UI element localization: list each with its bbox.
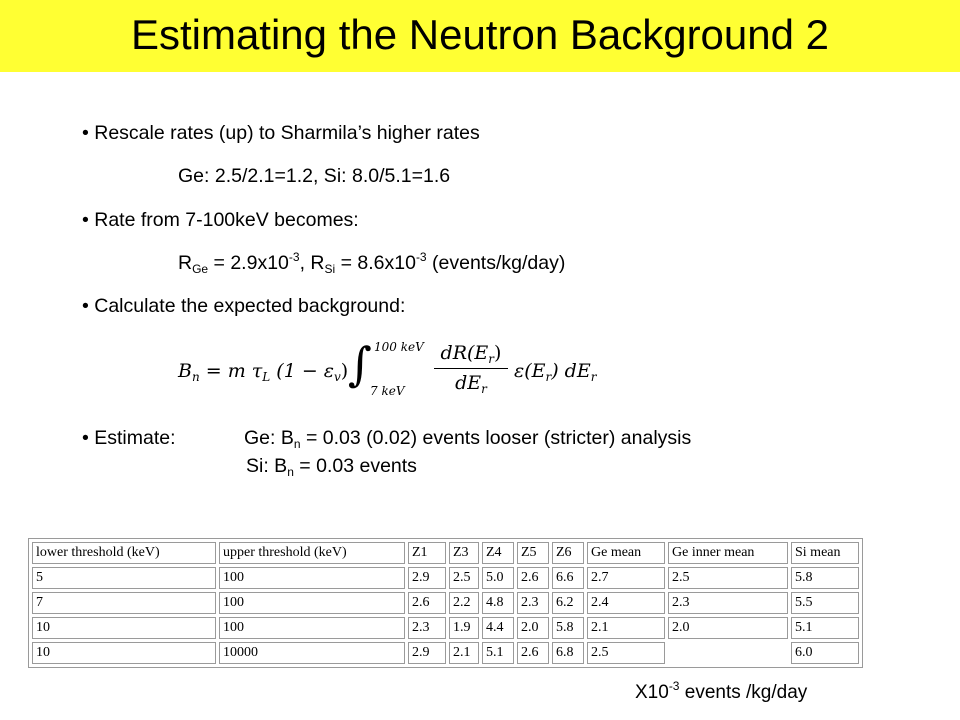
table-cell: 4.8 — [482, 592, 514, 614]
bullet-marker: • — [82, 209, 89, 231]
table-cell: 6.8 — [552, 642, 584, 664]
table-cell: 6.6 — [552, 567, 584, 589]
table-cell: 2.6 — [517, 567, 549, 589]
table-cell: 2.9 — [408, 567, 446, 589]
table-cell: 4.4 — [482, 617, 514, 639]
table-cell: 2.3 — [408, 617, 446, 639]
rate-si-exponent: -3 — [415, 250, 427, 264]
background-formula — [178, 337, 598, 398]
table-cell: 2.0 — [517, 617, 549, 639]
table-cell: 2.2 — [449, 592, 479, 614]
estimate-label: Estimate: — [94, 427, 176, 449]
table-header-cell: Ge mean — [587, 542, 665, 564]
rate-si-value: = 8.6x10 — [335, 252, 416, 274]
table-cell: 2.1 — [449, 642, 479, 664]
rate-ge-subscript: Ge — [192, 262, 209, 276]
table-cell: 2.6 — [517, 642, 549, 664]
bullet-marker: • — [82, 427, 89, 449]
rate-ge-exponent: -3 — [288, 250, 300, 264]
bullet-estimate — [82, 426, 176, 450]
estimate-ge-subscript: n — [293, 437, 301, 451]
integral-lower-limit: 7 keV — [370, 384, 405, 398]
formula-eq: = m τ — [199, 360, 263, 382]
table-cell: 2.4 — [587, 592, 665, 614]
estimate-ge: Ge: $B_n = 0.03$ (0.02) events looser (stricter) analysis — [244, 427, 692, 451]
table-cell: 5.1 — [791, 617, 859, 639]
table-cell: 100 — [219, 617, 405, 639]
rate-ge-value: = 2.9x10 — [208, 252, 289, 274]
slide-title: Estimating the Neutron Background 2 — [130, 11, 830, 58]
formula-fraction-numerator: $dR(E_r)$ — [440, 342, 502, 366]
table-cell: 10 — [32, 617, 216, 639]
table-cell: 2.0 — [668, 617, 788, 639]
table-cell: 5.5 — [791, 592, 859, 614]
table-header-cell: Z3 — [449, 542, 479, 564]
table-cell: 100 — [219, 592, 405, 614]
table-cell: 5 — [32, 567, 216, 589]
table-header-cell: Si mean — [791, 542, 859, 564]
formula-tau-subscript: L — [262, 370, 271, 384]
table-cell: 1.9 — [449, 617, 479, 639]
formula-b: B — [178, 360, 192, 382]
table-header-cell: lower threshold (keV) — [32, 542, 216, 564]
table-cell: 2.6 — [408, 592, 446, 614]
table-header-cell: Z1 — [408, 542, 446, 564]
table-cell: 2.7 — [587, 567, 665, 589]
table-cell: 2.3 — [668, 592, 788, 614]
table-header-cell: upper threshold (keV) — [219, 542, 405, 564]
table-cell: 5.1 — [482, 642, 514, 664]
table-row — [32, 642, 859, 664]
formula-lhs — [178, 360, 348, 382]
formula-factor-close: ) — [340, 360, 349, 382]
threshold-rates-table — [28, 538, 863, 668]
table-cell: 2.1 — [587, 617, 665, 639]
bullet-calculate — [82, 294, 405, 318]
table-cell: 5.0 — [482, 567, 514, 589]
bullet-rescale-text: Rescale rates (up) to Sharmila’s higher rates — [94, 122, 480, 144]
table-header-cell: Z6 — [552, 542, 584, 564]
rate-detail — [178, 251, 565, 275]
integral-sign: ∫ — [348, 337, 372, 391]
table-cell: 2.5 — [587, 642, 665, 664]
table-row — [32, 617, 859, 639]
table-header-cell: Ge inner mean — [668, 542, 788, 564]
table-cell: 7 — [32, 592, 216, 614]
table-header-cell: Z4 — [482, 542, 514, 564]
rate-units: (events/kg/day) — [426, 252, 566, 274]
formula-tail: $\varepsilon(E_r)$ $dE_r$ — [514, 360, 597, 384]
table-cell: 2.3 — [517, 592, 549, 614]
table-cell: 2.5 — [449, 567, 479, 589]
table-cell: 2.5 — [668, 567, 788, 589]
estimate-si: Si: $B_n = 0.03$ events — [246, 455, 417, 479]
bullet-rate-text: Rate from 7-100keV becomes: — [94, 209, 359, 231]
bullet-calculate-text: Calculate the expected background: — [94, 295, 406, 317]
table-cell: 10 — [32, 642, 216, 664]
bullet-marker: • — [82, 295, 89, 317]
table-cell — [668, 642, 788, 664]
bullet-rate — [82, 208, 359, 232]
table-cell: 2.9 — [408, 642, 446, 664]
rescale-detail: Ge: 2.5/2.1=1.2, Si: 8.0/5.1=1.6 — [178, 165, 451, 187]
formula-fraction-bar — [434, 368, 508, 369]
units-exponent: -3 — [668, 679, 680, 693]
table-cell: 6.2 — [552, 592, 584, 614]
bullet-marker: • — [82, 122, 89, 144]
integral-upper-limit: 100 keV — [374, 340, 424, 354]
formula-factor: (1 − ε — [270, 360, 334, 382]
table-cell: 6.0 — [791, 642, 859, 664]
rate-si-subscript: Si — [324, 262, 336, 276]
formula-fraction-denominator: $dE_r$ — [455, 372, 487, 396]
table-header-row — [32, 542, 859, 564]
formula-n-subscript: n — [191, 370, 200, 384]
table-units-note: $X10^{-3}$ events /kg/day — [635, 679, 808, 703]
table-cell: 5.8 — [791, 567, 859, 589]
table-row — [32, 592, 859, 614]
rate-separator: , R — [299, 252, 325, 274]
table-cell: 10000 — [219, 642, 405, 664]
table-cell: 5.8 — [552, 617, 584, 639]
formula-eps-subscript: v — [334, 370, 341, 384]
table-cell: 100 — [219, 567, 405, 589]
rate-r-symbol: R — [178, 252, 193, 274]
table-header-cell: Z5 — [517, 542, 549, 564]
table-row — [32, 567, 859, 589]
bullet-rescale — [82, 121, 480, 145]
estimate-si-subscript: n — [287, 465, 294, 479]
